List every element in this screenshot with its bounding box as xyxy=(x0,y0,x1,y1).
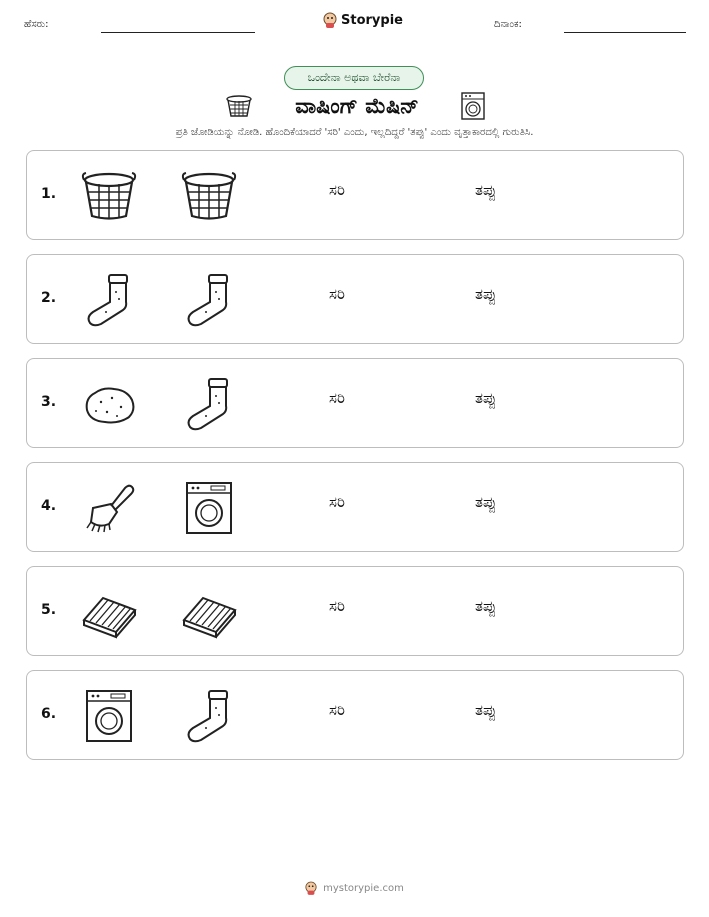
washing-machine-icon xyxy=(81,688,137,744)
name-label: ಹೆಸರು: xyxy=(24,19,49,30)
instruction-text: ಪ್ರತಿ ಜೋಡಿಯನ್ನು ನೋಡಿ. ಹೊಂದಿಕೆಯಾದರೆ 'ಸರಿ' ಎಂದು, ಇಲ್ಲದಿದ್ದರೆ 'ತಪ್ಪು' ಎಂದು ವೃತ್ತಾಕಾರದಲ್ಲಿ ಗುರುತಿಸಿ. xyxy=(175,127,534,138)
row-number: 1. xyxy=(41,186,57,202)
pair-row-2 xyxy=(26,254,684,344)
correct-option[interactable]: ಸರಿ xyxy=(329,597,345,615)
pair-row-1 xyxy=(26,150,684,240)
wrong-option[interactable]: ತಪ್ಪು xyxy=(475,493,497,511)
wrong-option[interactable]: ತಪ್ಪು xyxy=(475,181,497,199)
sponge-icon xyxy=(81,376,137,432)
row-number: 6. xyxy=(41,706,57,722)
wrong-option[interactable]: ತಪ್ಪು xyxy=(475,389,497,407)
page-title xyxy=(225,88,485,124)
basket-icon xyxy=(225,93,253,119)
wrong-option[interactable]: ತಪ್ಪು xyxy=(475,597,497,615)
washing-machine-icon xyxy=(461,92,485,120)
brand-logo xyxy=(323,12,403,28)
basket-icon xyxy=(181,168,237,224)
pair-row-5 xyxy=(26,566,684,656)
basket-icon xyxy=(81,168,137,224)
wrong-option[interactable]: ತಪ್ಪು xyxy=(475,285,497,303)
row-number: 5. xyxy=(41,602,57,618)
sock-icon xyxy=(181,376,237,432)
correct-option[interactable]: ಸರಿ xyxy=(329,493,345,511)
storypie-mascot-icon xyxy=(323,12,337,28)
correct-option[interactable]: ಸರಿ xyxy=(329,701,345,719)
row-number: 2. xyxy=(41,290,57,306)
row-number: 3. xyxy=(41,394,57,410)
pair-row-3 xyxy=(26,358,684,448)
footer-site[interactable]: mystorypie.com xyxy=(323,882,404,894)
date-label: ದಿನಾಂಕ: xyxy=(494,19,522,30)
page-title-text: ವಾಷಿಂಗ್ ಮೆಷಿನ್ xyxy=(295,93,419,118)
row-number: 4. xyxy=(41,498,57,514)
date-line[interactable] xyxy=(564,32,686,33)
brand-name: Storypie xyxy=(341,12,403,28)
correct-option[interactable]: ಸರಿ xyxy=(329,285,345,303)
worksheet-tag: ಒಂದೇನಾ ಅಥವಾ ಬೇರೆನಾ xyxy=(284,66,424,90)
correct-option[interactable]: ಸರಿ xyxy=(329,181,345,199)
washboard-icon xyxy=(81,584,137,640)
storypie-mascot-icon xyxy=(305,881,317,895)
name-line[interactable] xyxy=(101,32,255,33)
brush-icon xyxy=(81,480,137,536)
correct-option[interactable]: ಸರಿ xyxy=(329,389,345,407)
sock-icon xyxy=(81,272,137,328)
pair-row-4 xyxy=(26,462,684,552)
washboard-icon xyxy=(181,584,237,640)
sock-icon xyxy=(181,688,237,744)
footer xyxy=(0,881,709,895)
pair-row-6 xyxy=(26,670,684,760)
washing-machine-icon xyxy=(181,480,237,536)
sock-icon xyxy=(181,272,237,328)
wrong-option[interactable]: ತಪ್ಪು xyxy=(475,701,497,719)
